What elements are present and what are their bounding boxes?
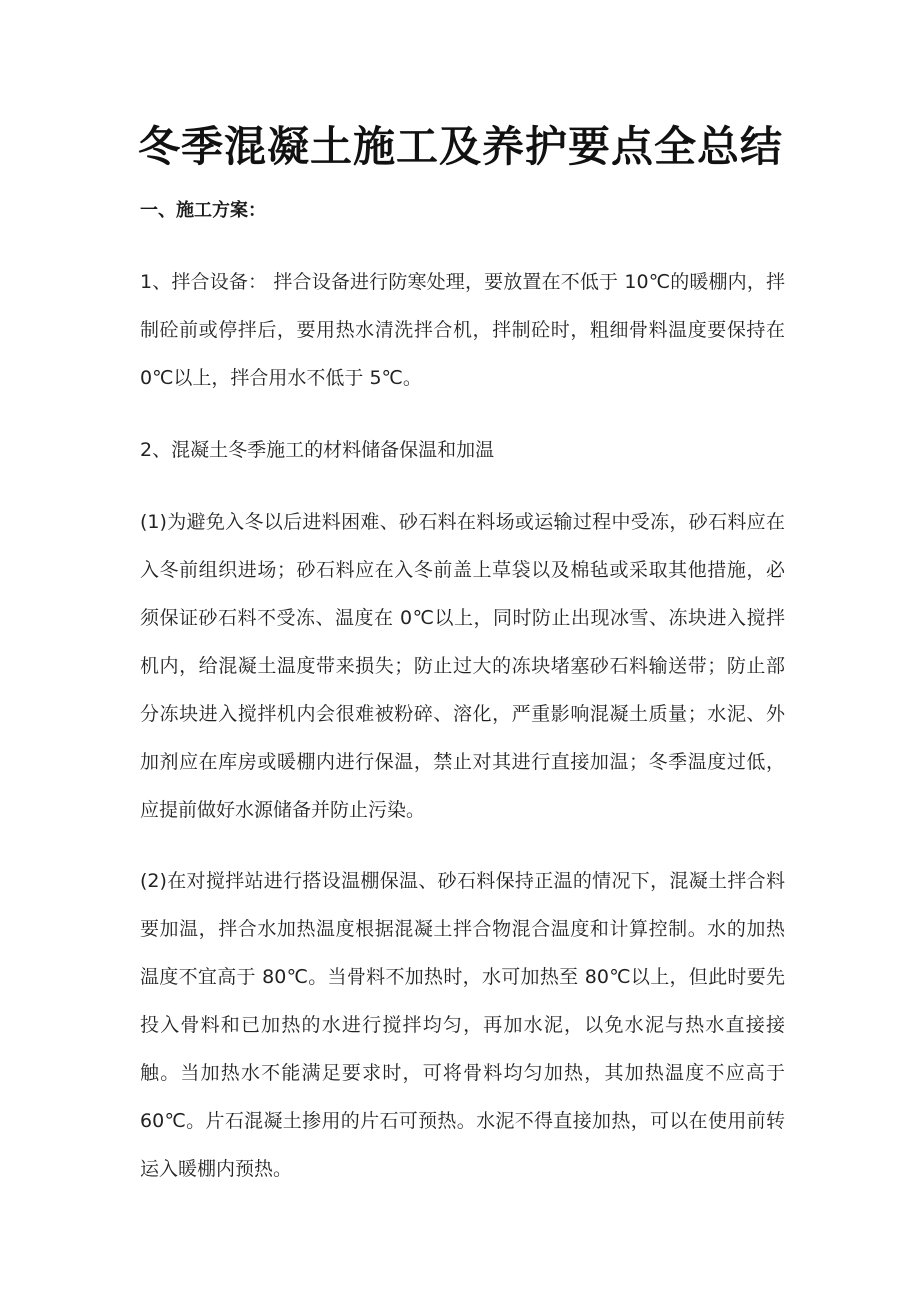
paragraph-mixing-equipment: 1、拌合设备： 拌合设备进行防寒处理，要放置在不低于 10℃的暖棚内，拌制砼前或停拌后，要用热水清洗拌合机，拌制砼时，粗细骨料温度要保持在 0℃以上，拌合用水不低于 5℃。 [140, 271, 785, 389]
paragraph-heating-mix: (2)在对搅拌站进行搭设温棚保温、砂石料保持正温的情况下，混凝土拌合料要加温，拌合水加热温度根据混凝土拌合物混合温度和计算控制。水的加热温度不宜高于 80℃。当骨料不加热时，水可加热至 80℃以上，但此时要先投入骨料和已加热的水进行搅拌均匀，再加水泥，以免水泥与热水直接接触。当加热水不能满足要求时，可将骨料均匀加热，其加热温度不应高于 60℃。片石混凝土掺用的片石可预热。水泥不得直接加热，可以在使用前转运入暖棚内预热。 [140, 870, 785, 1180]
paragraph-aggregate-protection: (1)为避免入冬以后进料困难、砂石料在料场或运输过程中受冻，砂石料应在入冬前组织进场；砂石料应在入冬前盖上草袋以及棉毡或采取其他措施，必须保证砂石料不受冻、温度在 0℃以上，同时防止出现冰雪、冻块进入搅拌机内，给混凝土温度带来损失；防止过大的冻块堵塞砂石料输送带；防止部分冻块进入搅拌机内会很难被粉碎、溶化，严重影响混凝土质量；水泥、外加剂应在库房或暖棚内进行保温，禁止对其进行直接加温；冬季温度过低，应提前做好水源储备并防止污染。 [140, 511, 785, 821]
paragraph-material-storage-heading: 2、混凝土冬季施工的材料储备保温和加温 [140, 439, 495, 461]
document-title: 冬季混凝土施工及养护要点全总结 [138, 122, 784, 171]
section-heading: 一、施工方案： [140, 200, 266, 221]
